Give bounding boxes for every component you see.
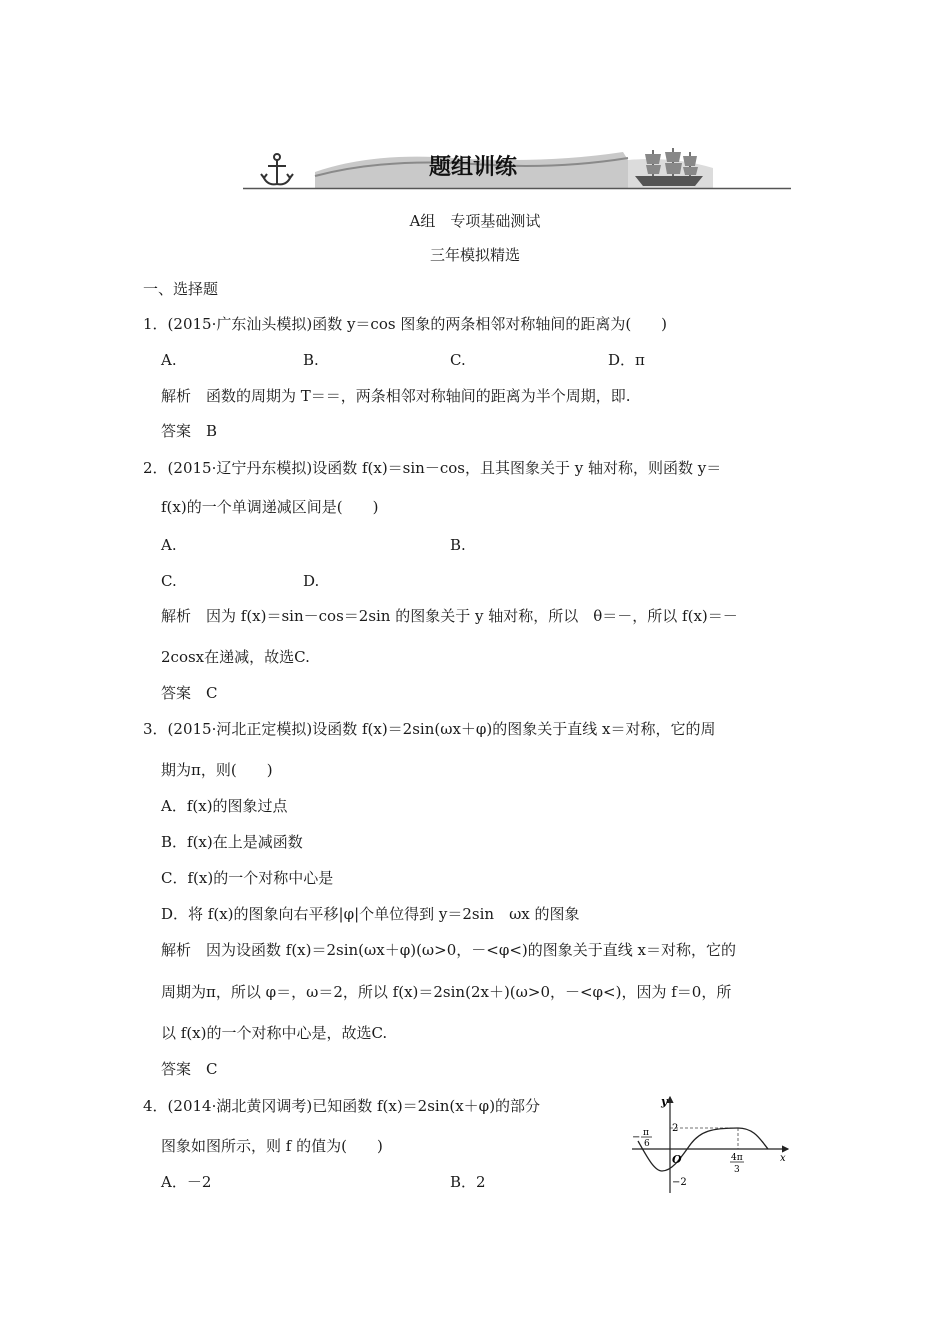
y-axis-label: y — [661, 1095, 668, 1108]
q3-analysis-line1: 解析 因为设函数 f(x)＝2sin(ωx＋φ)(ω>0，－<φ<)的图象关于直线 x＝对称，它的 — [161, 941, 736, 959]
q3-stem-line1: 3．(2015·河北正定模拟)设函数 f(x)＝2sin(ωx＋φ)的图象关于直线 x＝对称，它的周 — [143, 720, 716, 738]
q1-option-a: A. — [161, 351, 177, 369]
q3-option-b: B．f(x)在上是减函数 — [161, 833, 303, 851]
q4-option-a: A．－2 — [161, 1173, 212, 1191]
q3-option-d: D．将 f(x)的图象向右平移|φ|个单位得到 y＝2sin ωx 的图象 — [161, 905, 580, 923]
q2-option-a: A. — [161, 536, 177, 554]
q1-option-b: B. — [303, 351, 319, 369]
x-left-denominator: 6 — [644, 1139, 650, 1149]
q3-stem-line2: 期为π，则( ) — [161, 761, 273, 779]
q1-analysis: 解析 函数的周期为 T＝＝，两条相邻对称轴间的距离为半个周期，即. — [161, 387, 631, 405]
q1-option-c: C. — [450, 351, 466, 369]
q3-answer: 答案 C — [161, 1060, 218, 1078]
q4-stem-line2: 图象如图所示，则 f 的值为( ) — [161, 1137, 383, 1155]
q3-option-a: A．f(x)的图象过点 — [161, 797, 288, 815]
section-heading: 一、选择题 — [143, 280, 219, 298]
x-right-numerator: 4π — [731, 1153, 743, 1163]
group-title: A组 专项基础测试 — [409, 212, 541, 230]
q3-analysis-line2: 周期为π，所以 φ＝，ω＝2，所以 f(x)＝2sin(2x＋)(ω>0，－<φ<)，因为 f＝0，所 — [161, 983, 732, 1001]
banner-title: 题组训练 — [428, 155, 518, 180]
x-axis-label: x — [780, 1153, 786, 1164]
q3-option-c: C．f(x)的一个对称中心是 — [161, 869, 334, 887]
y-min-label: −2 — [672, 1177, 687, 1188]
q1-answer: 答案 B — [161, 422, 218, 440]
q2-option-d: D. — [303, 572, 320, 590]
x-left-sign: − — [632, 1132, 641, 1143]
sine-graph-figure — [628, 1093, 792, 1197]
q4-stem-line1: 4．(2014·湖北黄冈调考)已知函数 f(x)＝2sin(x＋φ)的部分 — [143, 1097, 541, 1115]
q1-stem: 1．(2015·广东汕头模拟)函数 y＝cos 图象的两条相邻对称轴间的距离为( ) — [143, 315, 668, 333]
q2-stem-line2: f(x)的一个单调递减区间是( ) — [161, 498, 379, 516]
q2-analysis-line2: 2cosx在递减，故选C. — [161, 648, 310, 666]
q3-analysis-line3: 以 f(x)的一个对称中心是，故选C. — [161, 1024, 388, 1042]
q1-option-d: D．π — [608, 351, 645, 369]
anchor-icon — [261, 154, 293, 184]
q2-option-b: B. — [450, 536, 466, 554]
sub-title: 三年模拟精选 — [429, 246, 520, 264]
y-max-label: 2 — [672, 1123, 679, 1134]
origin-label: O — [672, 1153, 682, 1166]
q2-option-c: C. — [161, 572, 177, 590]
q2-answer: 答案 C — [161, 684, 218, 702]
x-left-numerator: π — [643, 1128, 649, 1138]
q2-analysis-line1: 解析 因为 f(x)＝sin－cos＝2sin 的图象关于 y 轴对称，所以 θ＝－，所以 f(x)＝－ — [161, 607, 738, 625]
section-banner — [243, 146, 791, 192]
q4-option-b: B．2 — [450, 1173, 486, 1191]
q2-stem-line1: 2．(2015·辽宁丹东模拟)设函数 f(x)＝sin－cos，且其图象关于 y 轴对称，则函数 y＝ — [143, 459, 722, 477]
x-right-denominator: 3 — [734, 1165, 740, 1175]
